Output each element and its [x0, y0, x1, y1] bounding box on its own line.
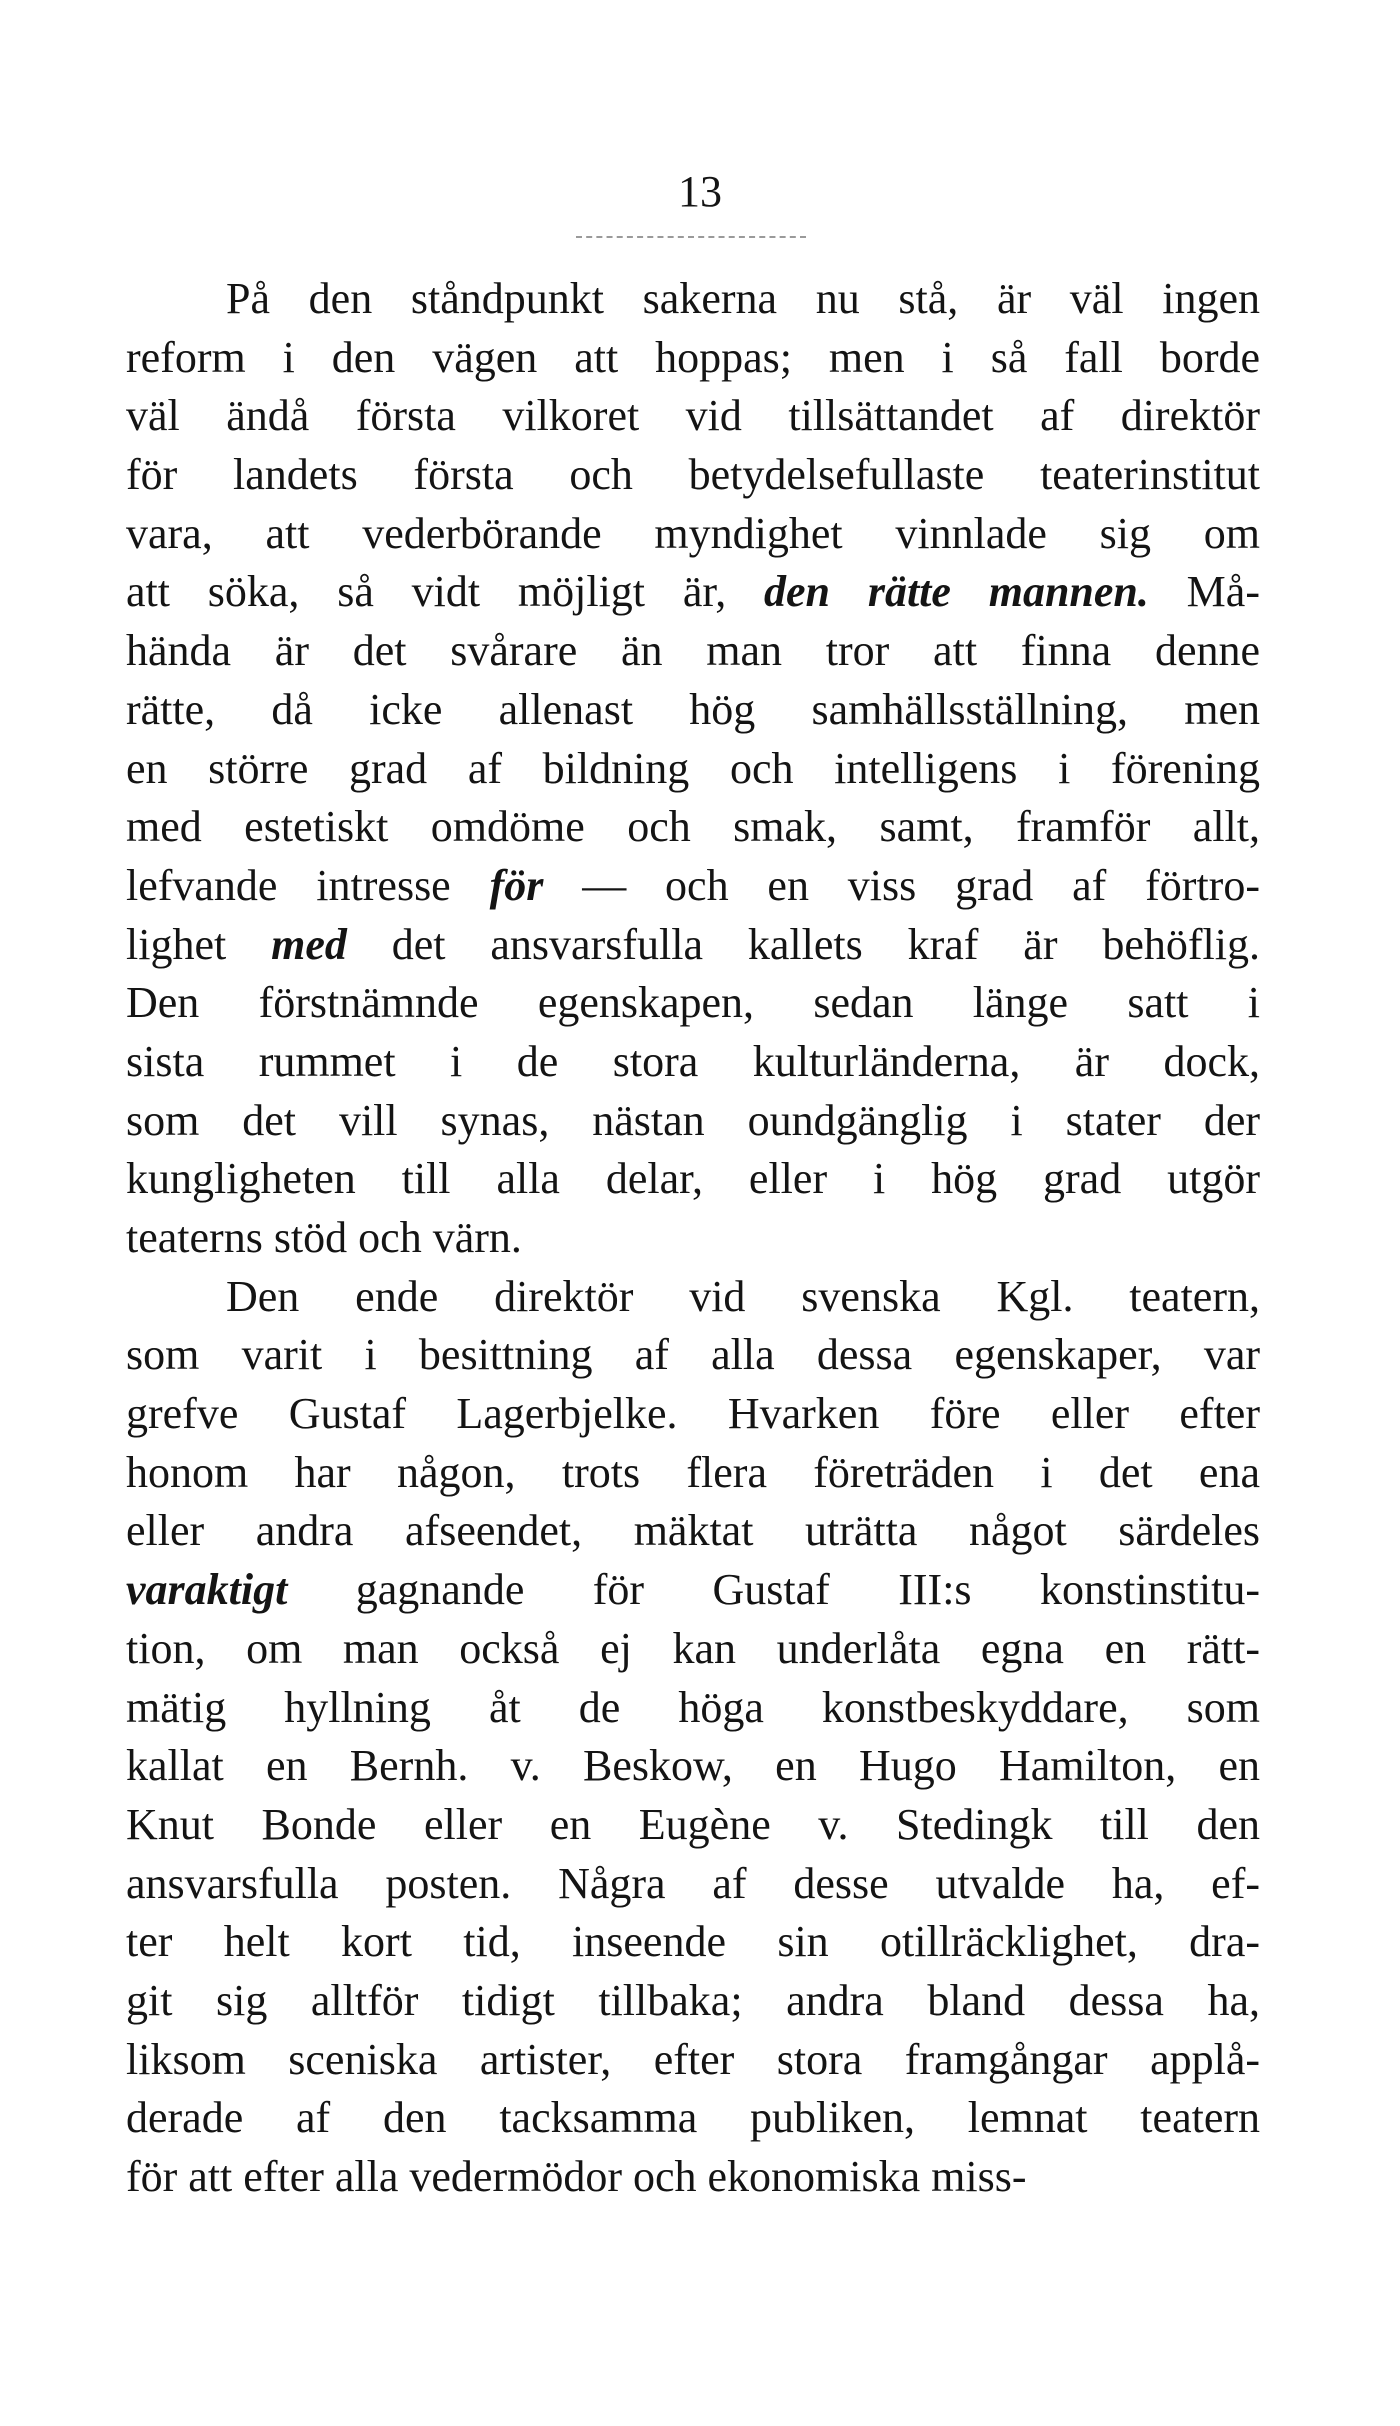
text-run: ansvarsfulla posten. Några af desse utvalde ha, ef-	[126, 1858, 1260, 1908]
text-run: liksom sceniska artister, efter stora framgångar applå-	[126, 2034, 1260, 2084]
text-run: lighet	[126, 919, 272, 969]
text-run: lefvande intresse	[126, 860, 490, 910]
page-number: 13	[678, 167, 722, 216]
text-line	[126, 2031, 1260, 2090]
text-run: väl ändå första vilkoret vid tillsättandet af direktör	[126, 391, 1260, 441]
text-line	[126, 1033, 1260, 1092]
paragraph	[126, 1268, 1260, 2207]
text-run: honom har någon, trots flera företräden i det ena	[126, 1447, 1260, 1497]
text-run: reform i den vägen att hoppas; men i så fall borde	[126, 332, 1260, 382]
text-line	[126, 1561, 1260, 1620]
text-run: som varit i besittning af alla dessa egenskaper, var	[126, 1330, 1260, 1380]
text-run: gagnande för Gustaf III:s konstinstitu-	[287, 1565, 1260, 1615]
text-run: med estetiskt omdöme och smak, samt, framför allt,	[126, 802, 1260, 852]
text-run: På den ståndpunkt sakerna nu stå, är väl ingen	[226, 274, 1260, 323]
text-line	[126, 740, 1260, 799]
text-line	[126, 1913, 1260, 1972]
text-line	[126, 505, 1260, 564]
text-line	[126, 974, 1260, 1033]
paragraph	[126, 270, 1260, 1268]
text-run: rätte, då icke allenast hög samhällsställning, men	[126, 684, 1260, 734]
text-run: Knut Bonde eller en Eugène v. Stedingk till den	[126, 1799, 1260, 1849]
text-run: som det vill synas, nästan oundgänglig i stater der	[126, 1095, 1260, 1145]
text-run: mätig hyllning åt de höga konstbeskyddare, som	[126, 1682, 1260, 1732]
text-run: git sig alltför tidigt tillbaka; andra bland dessa ha,	[126, 1975, 1260, 2025]
text-line	[126, 387, 1260, 446]
text-run: det ansvarsfulla kallets kraf är behöflig.	[346, 919, 1260, 969]
text-run: Den ende direktör vid svenska Kgl. teatern,	[226, 1271, 1260, 1321]
text-run: vara, att vederbörande myndighet vinnlade sig om	[126, 508, 1260, 558]
text-line	[126, 1209, 1260, 1268]
text-line	[126, 1620, 1260, 1679]
text-run: för att efter alla vedermödor och ekonomiska miss-	[126, 2152, 1027, 2201]
text-line	[126, 1268, 1260, 1327]
body-text	[126, 270, 1260, 2207]
text-run: att söka, så vidt möjligt är,	[126, 567, 765, 617]
text-run: eller andra afseendet, mäktat uträtta något särdeles	[126, 1506, 1260, 1556]
emphasis-text: varaktigt	[126, 1565, 288, 1615]
text-line	[126, 681, 1260, 740]
page-number-rule	[576, 236, 806, 238]
text-line	[126, 2089, 1260, 2148]
text-line	[126, 622, 1260, 681]
text-run: derade af den tacksamma publiken, lemnat teatern	[126, 2093, 1260, 2143]
text-line	[126, 446, 1260, 505]
text-run: sista rummet i de stora kulturländerna, är dock,	[126, 1036, 1260, 1086]
text-line	[126, 798, 1260, 857]
text-line	[126, 1150, 1260, 1209]
text-run: teaterns stöd och värn.	[126, 1213, 522, 1262]
text-run: en större grad af bildning och intelligens i förening	[126, 743, 1260, 793]
text-run: grefve Gustaf Lagerbjelke. Hvarken före eller efter	[126, 1389, 1260, 1439]
text-run: hända är det svårare än man tror att finna denne	[126, 626, 1260, 676]
emphasis-text: för	[489, 860, 544, 910]
text-run: Må-	[1148, 567, 1260, 617]
text-run: tion, om man också ej kan underlåta egna en rätt-	[126, 1623, 1260, 1673]
text-line	[126, 1385, 1260, 1444]
text-line	[126, 563, 1260, 622]
emphasis-text: den rätte mannen.	[764, 567, 1149, 617]
text-run: kungligheten till alla delar, eller i hög grad utgör	[126, 1154, 1260, 1204]
text-run: kallat en Bernh. v. Beskow, en Hugo Hamilton, en	[126, 1741, 1260, 1791]
text-line	[126, 270, 1260, 329]
text-line	[126, 1796, 1260, 1855]
text-line	[126, 1502, 1260, 1561]
text-line	[126, 916, 1260, 975]
text-line	[126, 1972, 1260, 2031]
text-run: ter helt kort tid, inseende sin otillräcklighet, dra-	[126, 1917, 1260, 1967]
text-line	[126, 1737, 1260, 1796]
text-line	[126, 2148, 1260, 2207]
text-line	[126, 1679, 1260, 1738]
text-line	[126, 1855, 1260, 1914]
text-run: Den förstnämnde egenskapen, sedan länge satt i	[126, 978, 1260, 1028]
text-line	[126, 857, 1260, 916]
text-line	[126, 329, 1260, 388]
emphasis-text: med	[271, 919, 347, 969]
text-line	[126, 1444, 1260, 1503]
text-run: — och en viss grad af förtro-	[543, 860, 1260, 910]
text-line	[126, 1092, 1260, 1151]
text-run: för landets första och betydelsefullaste teaterinstitut	[126, 450, 1260, 500]
text-line	[126, 1326, 1260, 1385]
